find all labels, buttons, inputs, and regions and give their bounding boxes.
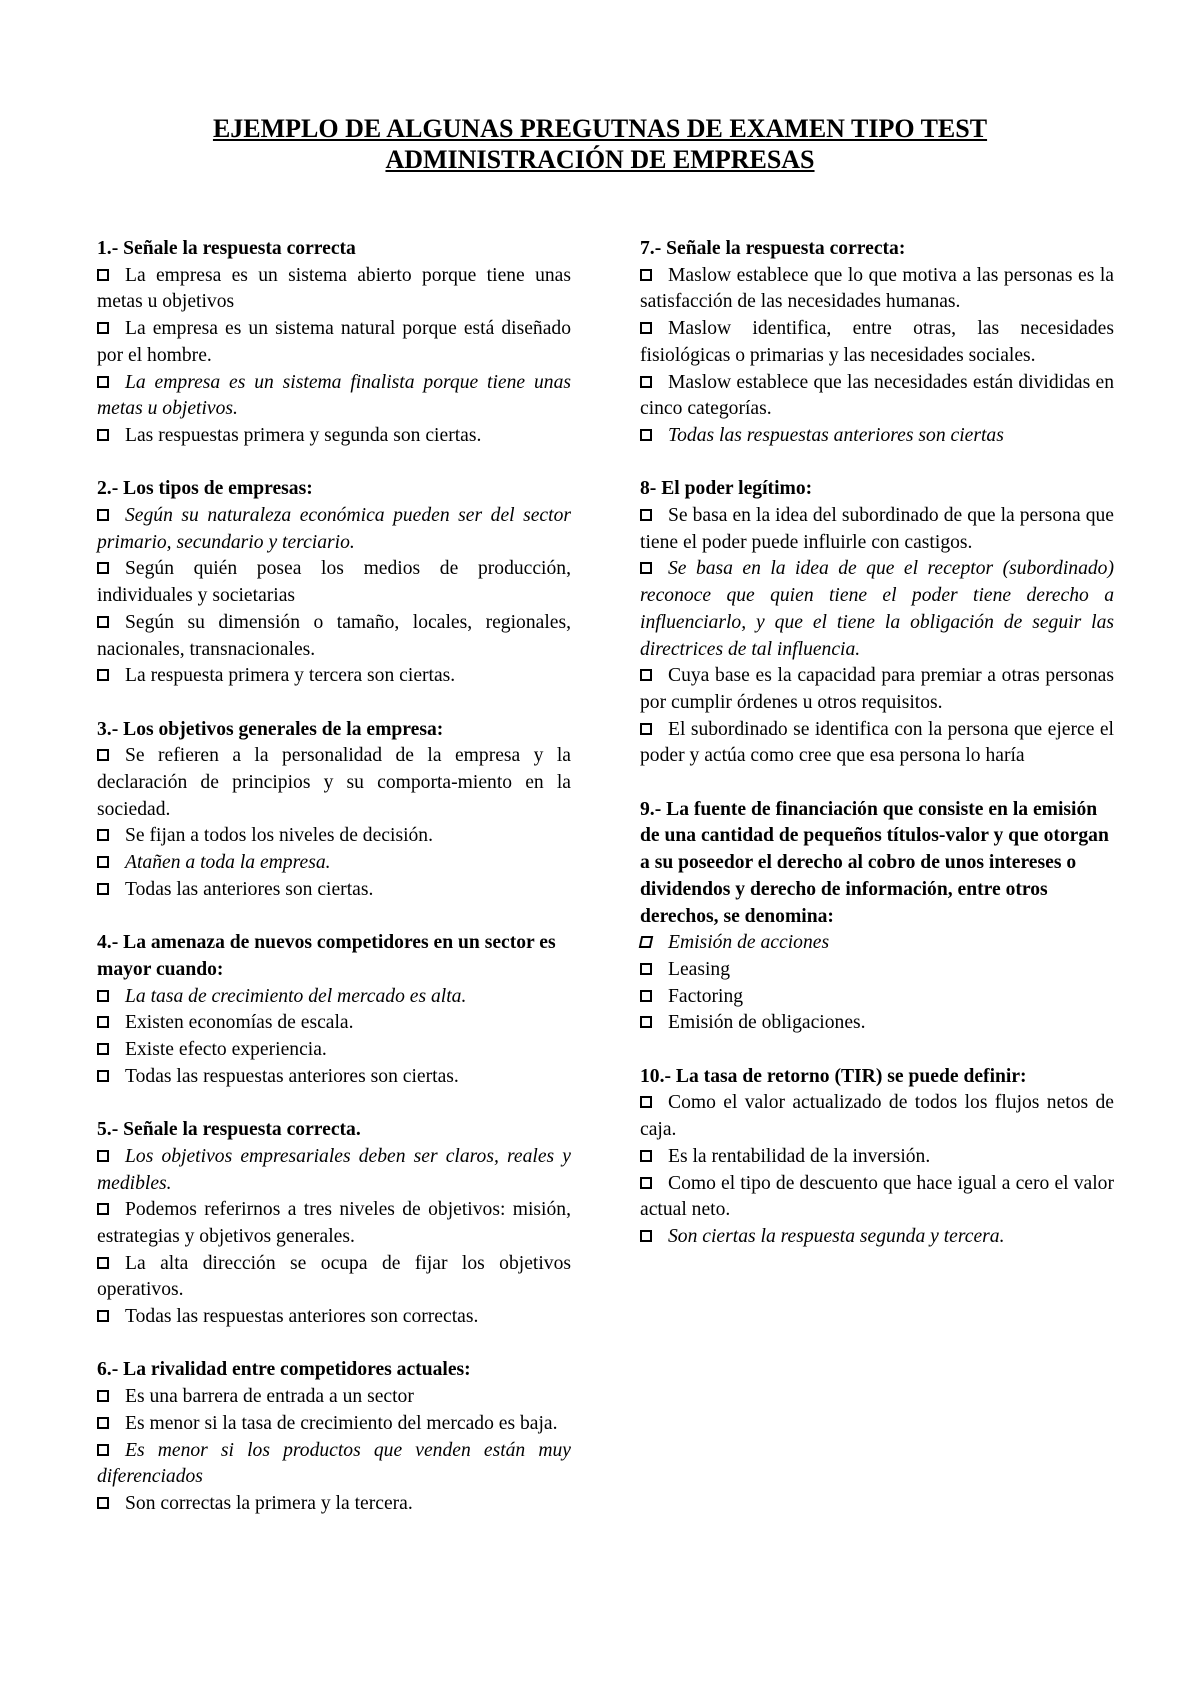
answer-option[interactable] <box>97 503 571 556</box>
answer-text: Todas las respuestas anteriores son ciertas. <box>125 1065 459 1087</box>
answer-option[interactable] <box>97 823 571 850</box>
answer-text: Emisión de acciones <box>668 932 830 954</box>
answer-text: Se fijan a todos los niveles de decisión. <box>125 825 433 847</box>
checkbox-icon[interactable] <box>640 1150 652 1162</box>
answer-option[interactable] <box>97 1010 571 1037</box>
checkbox-icon[interactable] <box>97 376 109 388</box>
answer-option[interactable] <box>97 610 571 663</box>
checkbox-icon[interactable] <box>640 990 652 1002</box>
answer-text: La alta dirección se ocupa de fijar los objetivos operativos. <box>97 1252 571 1301</box>
answer-option[interactable] <box>97 1064 571 1091</box>
answer-option[interactable] <box>97 316 571 369</box>
answer-option[interactable] <box>97 1144 571 1197</box>
answer-option[interactable] <box>97 556 571 609</box>
answer-text: Como el valor actualizado de todos los flujos netos de caja. <box>640 1092 1114 1141</box>
answer-text: La tasa de crecimiento del mercado es alta. <box>125 985 467 1007</box>
checkbox-icon[interactable] <box>640 509 652 521</box>
title-line-2: ADMINISTRACIÓN DE EMPRESAS <box>385 145 815 174</box>
checkbox-icon[interactable] <box>97 669 109 681</box>
question-title: 9.- La fuente de financiación que consiste en la emisión de una cantidad de pequeños títulos-valor y que otorgan a su poseedor el derecho al cobro de unos intereses o dividendos y derecho de información, entre otros derechos, se denomina: <box>640 798 1109 927</box>
question-title: 1.- Señale la respuesta correcta <box>97 238 356 259</box>
answer-text: Cuya base es la capacidad para premiar a otras personas por cumplir órdenes u otros requisitos. <box>640 665 1114 713</box>
answer-text: Los objetivos empresariales deben ser claros, reales y medibles. <box>97 1145 571 1194</box>
checkbox-icon[interactable] <box>97 616 109 628</box>
answer-option[interactable] <box>97 877 571 904</box>
answer-text: Es la rentabilidad de la inversión. <box>668 1145 931 1167</box>
answer-option[interactable] <box>97 663 571 690</box>
question-1 <box>97 236 571 450</box>
question-title: 4.- La amenaza de nuevos competidores en un sector es mayor cuando: <box>97 932 556 980</box>
answer-option[interactable] <box>640 1090 1114 1143</box>
answer-option[interactable] <box>97 1438 571 1491</box>
answer-text: Emisión de obligaciones. <box>668 1012 866 1034</box>
answer-text: Se basa en la idea de que el receptor (subordinado) reconoce que quien tiene el poder tiene derecho a influenciarlo, y que el tiene la obligación de seguir las directrices de tal influencia. <box>640 558 1114 660</box>
left-column <box>97 236 571 1544</box>
answer-text: La empresa es un sistema natural porque está diseñado por el hombre. <box>97 318 571 366</box>
checkbox-icon[interactable] <box>640 963 652 975</box>
question-6 <box>97 1357 571 1517</box>
checkbox-icon[interactable] <box>97 429 109 441</box>
answer-text: Se refieren a la personalidad de la empresa y la declaración de principios y su comporta-miento en la sociedad. <box>97 745 571 820</box>
answer-option[interactable] <box>640 263 1114 316</box>
answer-option[interactable] <box>97 263 571 316</box>
answer-option[interactable] <box>97 1197 571 1250</box>
answer-text: Se basa en la idea del subordinado de que la persona que tiene el poder puede influirle con castigos. <box>640 505 1114 553</box>
checkbox-icon[interactable] <box>97 562 109 574</box>
checkbox-icon[interactable] <box>97 856 109 868</box>
question-title: 5.- Señale la respuesta correcta. <box>97 1119 361 1141</box>
answer-text: Todas las respuestas anteriores son correctas. <box>125 1306 479 1328</box>
checkbox-icon[interactable] <box>640 1177 652 1189</box>
checkbox-icon[interactable] <box>97 1150 109 1162</box>
answer-option[interactable] <box>640 663 1114 716</box>
answer-text: La empresa es un sistema finalista porque tiene unas metas u objetivos. <box>97 371 571 420</box>
answer-option[interactable] <box>640 556 1114 663</box>
checkbox-icon[interactable] <box>97 1390 109 1402</box>
checkbox-icon[interactable] <box>639 936 654 948</box>
checkbox-icon[interactable] <box>97 1257 109 1269</box>
answer-text: Según su dimensión o tamaño, locales, regionales, nacionales, transnacionales. <box>97 611 571 660</box>
answer-option[interactable] <box>640 984 1114 1011</box>
answer-text: Es menor si la tasa de crecimiento del mercado es baja. <box>125 1412 558 1434</box>
answer-text: Podemos referirnos a tres niveles de objetivos: misión, estrategias y objetivos generales. <box>97 1199 571 1247</box>
checkbox-icon[interactable] <box>97 509 109 521</box>
question-9 <box>640 797 1114 1037</box>
answer-text: Existe efecto experiencia. <box>125 1039 327 1061</box>
checkbox-icon[interactable] <box>97 1043 109 1055</box>
answer-option[interactable] <box>97 1491 571 1518</box>
answer-text: Las respuestas primera y segunda son ciertas. <box>125 424 482 446</box>
answer-text: La empresa es un sistema abierto porque tiene unas metas u objetivos <box>97 264 571 313</box>
checkbox-icon[interactable] <box>97 1444 109 1456</box>
answer-option[interactable] <box>97 1411 571 1438</box>
checkbox-icon[interactable] <box>640 562 652 574</box>
answer-text: Son ciertas la respuesta segunda y tercera. <box>668 1225 1005 1247</box>
answer-option[interactable] <box>640 1144 1114 1171</box>
question-title: 7.- Señale la respuesta correcta: <box>640 238 906 259</box>
question-title: 3.- Los objetivos generales de la empresa: <box>97 718 444 740</box>
answer-option[interactable] <box>640 957 1114 984</box>
checkbox-icon[interactable] <box>640 322 652 334</box>
checkbox-icon[interactable] <box>97 1203 109 1215</box>
question-10 <box>640 1064 1114 1251</box>
checkbox-icon[interactable] <box>640 269 652 281</box>
answer-option[interactable] <box>97 1384 571 1411</box>
checkbox-icon[interactable] <box>97 829 109 841</box>
answer-option[interactable] <box>640 370 1114 423</box>
answer-text: Atañen a toda la empresa. <box>125 852 331 874</box>
right-column <box>640 236 1114 1277</box>
question-8 <box>640 476 1114 770</box>
checkbox-icon[interactable] <box>97 1497 109 1509</box>
question-5 <box>97 1117 571 1331</box>
answer-option[interactable] <box>97 1304 571 1331</box>
answer-text: Como el tipo de descuento que hace igual a cero el valor actual neto. <box>640 1172 1114 1221</box>
checkbox-icon[interactable] <box>97 883 109 895</box>
answer-option[interactable] <box>640 423 1114 450</box>
checkbox-icon[interactable] <box>640 429 652 441</box>
question-2 <box>97 476 571 690</box>
answer-option[interactable] <box>640 930 1114 957</box>
checkbox-icon[interactable] <box>640 376 652 388</box>
answer-option[interactable] <box>97 743 571 823</box>
answer-text: Maslow establece que lo que motiva a las personas es la satisfacción de las necesidades humanas. <box>640 264 1114 313</box>
question-7 <box>640 236 1114 450</box>
title-line-1: EJEMPLO DE ALGUNAS PREGUTNAS DE EXAMEN TIPO TEST <box>212 114 988 143</box>
checkbox-icon[interactable] <box>640 723 652 735</box>
question-title: 6.- La rivalidad entre competidores actuales: <box>97 1359 471 1381</box>
answer-option[interactable] <box>97 1251 571 1304</box>
checkbox-icon[interactable] <box>97 749 109 761</box>
checkbox-icon[interactable] <box>640 1230 652 1242</box>
checkbox-icon[interactable] <box>640 669 652 681</box>
answer-option[interactable] <box>640 316 1114 369</box>
checkbox-icon[interactable] <box>97 322 109 334</box>
checkbox-icon[interactable] <box>97 269 109 281</box>
answer-text: Existen economías de escala. <box>125 1012 354 1034</box>
answer-option[interactable] <box>640 1010 1114 1037</box>
answer-text: Es una barrera de entrada a un sector <box>125 1386 414 1408</box>
question-3 <box>97 717 571 904</box>
checkbox-icon[interactable] <box>97 1417 109 1429</box>
answer-text: Maslow identifica, entre otras, las necesidades fisiológicas o primarias y las necesidades sociales. <box>640 318 1114 366</box>
answer-text: La respuesta primera y tercera son ciertas. <box>125 665 456 687</box>
checkbox-icon[interactable] <box>97 1070 109 1082</box>
question-title: 2.- Los tipos de empresas: <box>97 478 313 500</box>
answer-option[interactable] <box>640 1171 1114 1224</box>
answer-text: Según quién posea los medios de producción, individuales y societarias <box>97 558 571 607</box>
checkbox-icon[interactable] <box>97 990 109 1002</box>
answer-option[interactable] <box>97 984 571 1011</box>
checkbox-icon[interactable] <box>97 1310 109 1322</box>
answer-option[interactable] <box>97 850 571 877</box>
answer-option[interactable] <box>640 503 1114 556</box>
answer-text: Es menor si los productos que venden están muy diferenciados <box>97 1439 571 1488</box>
answer-text: Según su naturaleza económica pueden ser del sector primario, secundario y terciario. <box>97 505 571 553</box>
answer-option[interactable] <box>97 1037 571 1064</box>
answer-option[interactable] <box>640 717 1114 770</box>
answer-option[interactable] <box>640 1224 1114 1251</box>
answer-option[interactable] <box>97 423 571 450</box>
answer-option[interactable] <box>97 370 571 423</box>
question-title: 10.- La tasa de retorno (TIR) se puede definir: <box>640 1065 1027 1087</box>
question-4 <box>97 930 571 1090</box>
answer-text: Son correctas la primera y la tercera. <box>125 1492 413 1514</box>
checkbox-icon[interactable] <box>97 1016 109 1028</box>
answer-text: El subordinado se identifica con la persona que ejerce el poder y actúa como cree que esa persona lo haría <box>640 718 1114 767</box>
checkbox-icon[interactable] <box>640 1096 652 1108</box>
answer-text: Todas las anteriores son ciertas. <box>125 878 374 900</box>
answer-text: Todas las respuestas anteriores son ciertas <box>668 424 1004 446</box>
page-title <box>0 113 1200 175</box>
checkbox-icon[interactable] <box>640 1016 652 1028</box>
answer-text: Factoring <box>668 985 744 1007</box>
question-title: 8- El poder legítimo: <box>640 478 813 500</box>
answer-text: Maslow establece que las necesidades están divididas en cinco categorías. <box>640 371 1114 420</box>
answer-text: Leasing <box>668 958 731 980</box>
